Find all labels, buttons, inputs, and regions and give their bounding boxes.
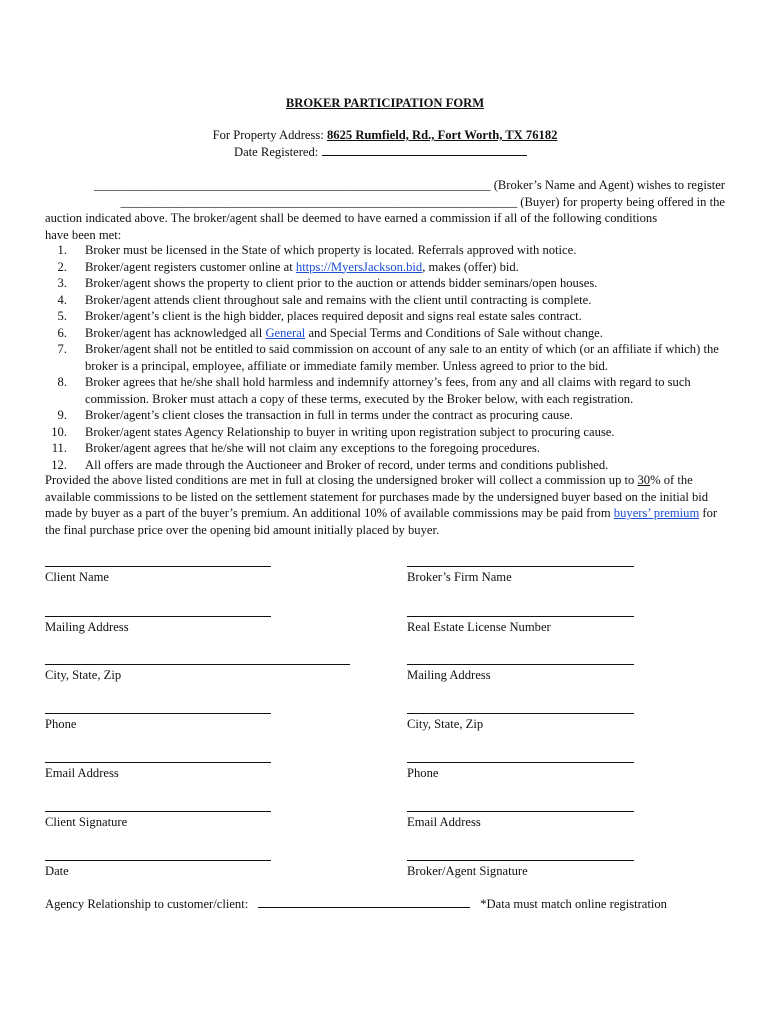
condition-text: Broker/agent agrees that he/she will not claim any exceptions to the foregoing procedures.	[85, 441, 540, 455]
left-field-line[interactable]	[45, 664, 350, 665]
condition-text-pre: Broker/agent registers customer online at	[85, 259, 296, 274]
property-label: For Property Address:	[212, 128, 324, 142]
condition-number: 12.	[51, 457, 67, 472]
date-registered-line	[234, 145, 527, 160]
buyer-name-blank[interactable]: _______________________________________________________________	[120, 194, 518, 209]
condition-text: Broker/agent shall not be entitled to said commission on account of any sale to an entity of which (or an affiliate if which) the broker is a principal, employee, affiliate or immediate family member. Unless agreed to prior to the bid.	[85, 342, 719, 373]
right-field-line[interactable]	[407, 762, 634, 763]
condition-item	[45, 440, 727, 457]
condition-number: 10.	[51, 424, 67, 439]
left-field-label: Phone	[45, 717, 77, 731]
condition-item	[45, 374, 727, 407]
condition-text: Broker/agent shows the property to client prior to the auction or attends bidder seminars/open houses.	[85, 276, 598, 290]
left-field-label: Client Signature	[45, 815, 128, 829]
left-field-line[interactable]	[45, 566, 271, 567]
condition-number: 8.	[57, 375, 67, 389]
right-field-label: Phone	[407, 766, 439, 780]
left-field-line[interactable]	[45, 713, 271, 714]
right-field-label: Mailing Address	[407, 668, 491, 682]
right-field-label: City, State, Zip	[407, 717, 484, 731]
condition-item	[45, 308, 727, 325]
condition-text: Broker/agent attends client throughout sale and remains with the client until contracting is complete.	[85, 292, 592, 307]
left-field-label: Email Address	[45, 766, 119, 780]
agency-relationship-field[interactable]	[258, 897, 470, 908]
condition-text	[85, 260, 519, 274]
broker-register-text: (Broker’s Name and Agent) wishes to register	[493, 178, 725, 192]
right-field-line[interactable]	[407, 860, 634, 861]
left-field-line[interactable]	[45, 616, 271, 617]
right-field-label: Email Address	[407, 815, 481, 829]
property-address-line	[0, 128, 770, 143]
condition-number: 7.	[57, 342, 67, 356]
condition-text: Broker/agent’s client is the high bidder, places required deposit and signs real estate sales contract.	[85, 309, 582, 323]
condition-number: 4.	[57, 292, 67, 307]
date-registered-label: Date Registered:	[234, 145, 319, 159]
closing-text-2: % of the available commissions to be listed on the settlement statement for purchases made by the undersigned buyer based on the initial bid made by buyer as a part of the buyer’s premium. An additional 10% of available commissions may be paid from	[45, 473, 709, 520]
intro-paragraph	[45, 177, 725, 243]
condition-item	[45, 424, 727, 441]
right-field-line[interactable]	[407, 616, 634, 617]
right-field-line[interactable]	[407, 664, 634, 665]
condition-text: All offers are made through the Auctioneer and Broker of record, under terms and conditions published.	[85, 457, 609, 472]
left-field-line[interactable]	[45, 860, 271, 861]
condition-number: 5.	[57, 309, 67, 323]
broker-register-line	[45, 177, 725, 194]
right-field-line[interactable]	[407, 713, 634, 714]
closing-text-3: for the final purchase price over the opening bid amount initially placed by buyer.	[45, 506, 718, 537]
agency-relationship-line	[45, 897, 667, 912]
form-title: BROKER PARTICIPATION FORM	[285, 96, 485, 110]
right-field-label: Broker’s Firm Name	[407, 570, 512, 584]
condition-text: Broker must be licensed in the State of which property is located. Referrals approved with notice.	[85, 243, 577, 257]
right-field-line[interactable]	[407, 566, 634, 567]
condition-number: 11.	[51, 441, 67, 455]
condition-text: Broker agrees that he/she shall hold harmless and indemnify attorney’s fees, from any and all claims with regard to such commission. Broker must attach a copy of these terms, executed by the Broker below, with each registration.	[85, 375, 691, 406]
commission-percent: 30	[637, 473, 651, 487]
condition-item	[45, 292, 727, 309]
condition-item	[45, 275, 727, 292]
buyers-premium-link[interactable]: buyers’ premium	[613, 506, 700, 520]
right-field-label: Real Estate License Number	[407, 620, 551, 634]
condition-item	[45, 457, 727, 474]
condition-text: Broker/agent states Agency Relationship to buyer in writing upon registration subject to procuring cause.	[85, 424, 615, 439]
buyer-line	[45, 194, 725, 211]
right-field-label: Broker/Agent Signature	[407, 864, 528, 878]
condition-item	[45, 242, 727, 259]
condition-text: Broker/agent’s client closes the transaction in full in terms under the contract as procuring cause.	[85, 408, 573, 422]
left-field-label: City, State, Zip	[45, 668, 122, 682]
left-field-label: Date	[45, 864, 69, 878]
condition-link[interactable]: https://MyersJackson.bid	[295, 259, 423, 274]
condition-item	[45, 259, 727, 276]
left-field-label: Client Name	[45, 570, 110, 584]
left-field-line[interactable]	[45, 811, 271, 812]
condition-number: 1.	[57, 243, 67, 257]
left-field-line[interactable]	[45, 762, 271, 763]
closing-text-1: Provided the above listed conditions are met in full at closing the undersigned broker will collect a commission up to	[45, 473, 635, 487]
broker-name-blank[interactable]: _______________________________________________________________	[93, 178, 491, 192]
date-registered-field[interactable]	[322, 145, 527, 156]
condition-text-pre: Broker/agent has acknowledged all	[85, 325, 266, 340]
property-address: 8625 Rumfield, Rd., Fort Worth, TX 76182	[326, 128, 558, 142]
condition-number: 9.	[57, 408, 67, 422]
agency-note: *Data must match online registration	[480, 897, 667, 911]
right-field-line[interactable]	[407, 811, 634, 812]
conditions-list	[45, 242, 727, 473]
condition-item	[45, 407, 727, 424]
condition-link[interactable]: General	[265, 325, 306, 340]
condition-item	[45, 341, 727, 374]
condition-text-post: , makes (offer) bid.	[422, 259, 519, 274]
condition-number: 2.	[57, 259, 67, 274]
closing-paragraph	[45, 472, 727, 538]
condition-number: 3.	[57, 276, 67, 290]
agency-label: Agency Relationship to customer/client:	[45, 897, 249, 911]
intro-text-line: auction indicated above. The broker/agent shall be deemed to have earned a commission if all of the following conditions	[45, 211, 658, 225]
intro-text-line-end: have been met:	[45, 227, 122, 242]
condition-number: 6.	[57, 325, 67, 340]
buyer-text: (Buyer) for property being offered in the	[520, 194, 725, 209]
condition-text-post: and Special Terms and Conditions of Sale without change.	[305, 325, 603, 340]
condition-text	[85, 326, 603, 340]
left-field-label: Mailing Address	[45, 620, 129, 634]
condition-item	[45, 325, 727, 342]
